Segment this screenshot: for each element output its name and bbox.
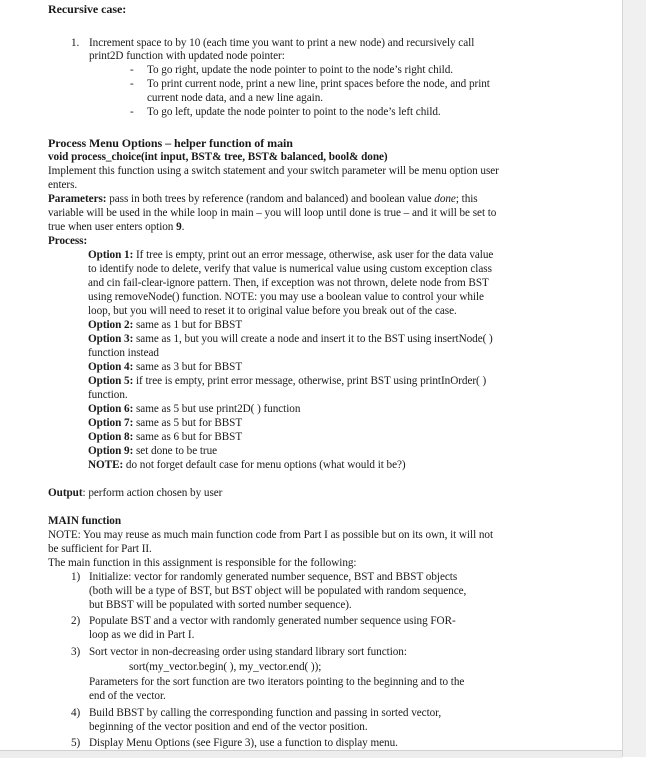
done-variable: done [434, 193, 456, 205]
list-number: 2) [71, 615, 81, 627]
paragraph-line: Implement this function using a switch statement and your switch parameter will be menu option user [48, 165, 499, 177]
bullet-dash: - [130, 78, 134, 90]
parameters-label: Parameters: [48, 193, 107, 205]
option-line: Option 3: same as 1, but you will create a node and insert it to the BST using insertNode( ) [88, 333, 493, 345]
option-line: Option 4: same as 3 but for BBST [88, 361, 243, 373]
option-line: Option 6: same as 5 but use print2D( ) function [88, 403, 301, 415]
option-line: Option 9: set done to be true [88, 445, 218, 457]
list-line: loop as we did in Part I. [89, 629, 195, 641]
option-line: and cin fail-clear-ignore pattern. Then, if exception was not thrown, delete node from BST [88, 277, 489, 289]
process-label: Process: [48, 235, 88, 247]
list-line: Build BBST by calling the corresponding function and passing in sorted vector, [89, 707, 442, 719]
recursive-case-heading: Recursive case: [48, 2, 127, 16]
list-number: 4) [71, 707, 81, 719]
output-label: Output [48, 487, 83, 499]
paragraph-line: true when user enters option 9. [48, 221, 185, 233]
option-line: to identify node to delete, verify that value is numerical value using custom exception class [88, 263, 492, 275]
paragraph-line: NOTE: You may reuse as much main function code from Part I as possible but on its own, it will not [48, 529, 494, 541]
option-line: function. [88, 389, 128, 401]
option-note-line: NOTE: do not forget default case for menu options (what would it be?) [88, 459, 406, 471]
bullet-line: To print current node, print a new line, print spaces before the node, and print [147, 78, 490, 90]
list-line: beginning of the vector position and end of the vector position. [89, 721, 368, 733]
list-line: Initialize: vector for randomly generated number sequence, BST and BBST objects [89, 571, 458, 583]
option-line: Option 8: same as 6 but for BBST [88, 431, 243, 443]
list-line: (both will be a type of BST, but BST object will be populated with random sequence, [89, 585, 467, 597]
option-line: using removeNode() function. NOTE: you may use a boolean value to control your while [88, 291, 484, 303]
function-signature: void process_choice(int input, BST& tree, BST& balanced, bool& done) [48, 151, 388, 163]
bullet-dash: - [130, 106, 134, 118]
option-line: Option 5: if tree is empty, print error message, otherwise, print BST using printInOrder( ) [88, 375, 487, 387]
bullet-dash: - [130, 64, 134, 76]
list-number: 5) [71, 737, 81, 749]
paragraph-line: Increment space to by 10 (each time you want to print a new node) and recursively call [89, 37, 475, 49]
paragraph-line: print2D function with updated node pointer: [89, 50, 285, 62]
list-line: Parameters for the sort function are two iterators pointing to the beginning and to the [89, 676, 465, 688]
code-line: sort(my_vector.begin( ), my_vector.end( )); [129, 661, 322, 673]
list-line: end of the vector. [89, 690, 166, 702]
option-line: loop, but you will need to reset it to original value before you break out of the case. [88, 305, 457, 317]
bullet-line: To go right, update the node pointer to point to the node’s right child. [147, 64, 454, 76]
main-heading: MAIN function [48, 515, 122, 527]
paragraph-line: enters. [48, 179, 78, 191]
paragraph-line: The main function in this assignment is responsible for the following: [48, 557, 357, 569]
paragraph-line: variable will be used in the while loop in main – you will loop until done is true – and it will be set to [48, 207, 497, 219]
output-line: Output: perform action chosen by user [48, 487, 223, 499]
bullet-line: current node data, and a new line again. [147, 92, 323, 104]
parameters-line: Parameters: pass in both trees by reference (random and balanced) and boolean value done; this [48, 193, 478, 205]
list-line: Display Menu Options (see Figure 3), use a function to display menu. [89, 737, 398, 749]
list-line: Sort vector in non-decreasing order using standard library sort function: [89, 646, 407, 658]
paragraph-line: be sufficient for Part II. [48, 543, 152, 555]
option-line: Option 1: If tree is empty, print out an error message, otherwise, ask user for the data value [88, 249, 494, 261]
viewer-gutter [622, 0, 646, 757]
list-number: 1. [71, 37, 80, 49]
list-line: Populate BST and a vector with randomly generated number sequence using FOR- [89, 615, 456, 627]
process-heading: Process Menu Options – helper function of main [48, 136, 293, 150]
list-number: 1) [71, 571, 81, 583]
list-number: 3) [71, 646, 81, 658]
option-line: Option 7: same as 5 but for BBST [88, 417, 243, 429]
list-line: but BBST will be populated with sorted number sequence). [89, 599, 352, 611]
bullet-line: To go left, update the node pointer to point to the node’s left child. [147, 106, 441, 118]
option-line: Option 2: same as 1 but for BBST [88, 319, 243, 331]
option-line: function instead [88, 347, 159, 359]
